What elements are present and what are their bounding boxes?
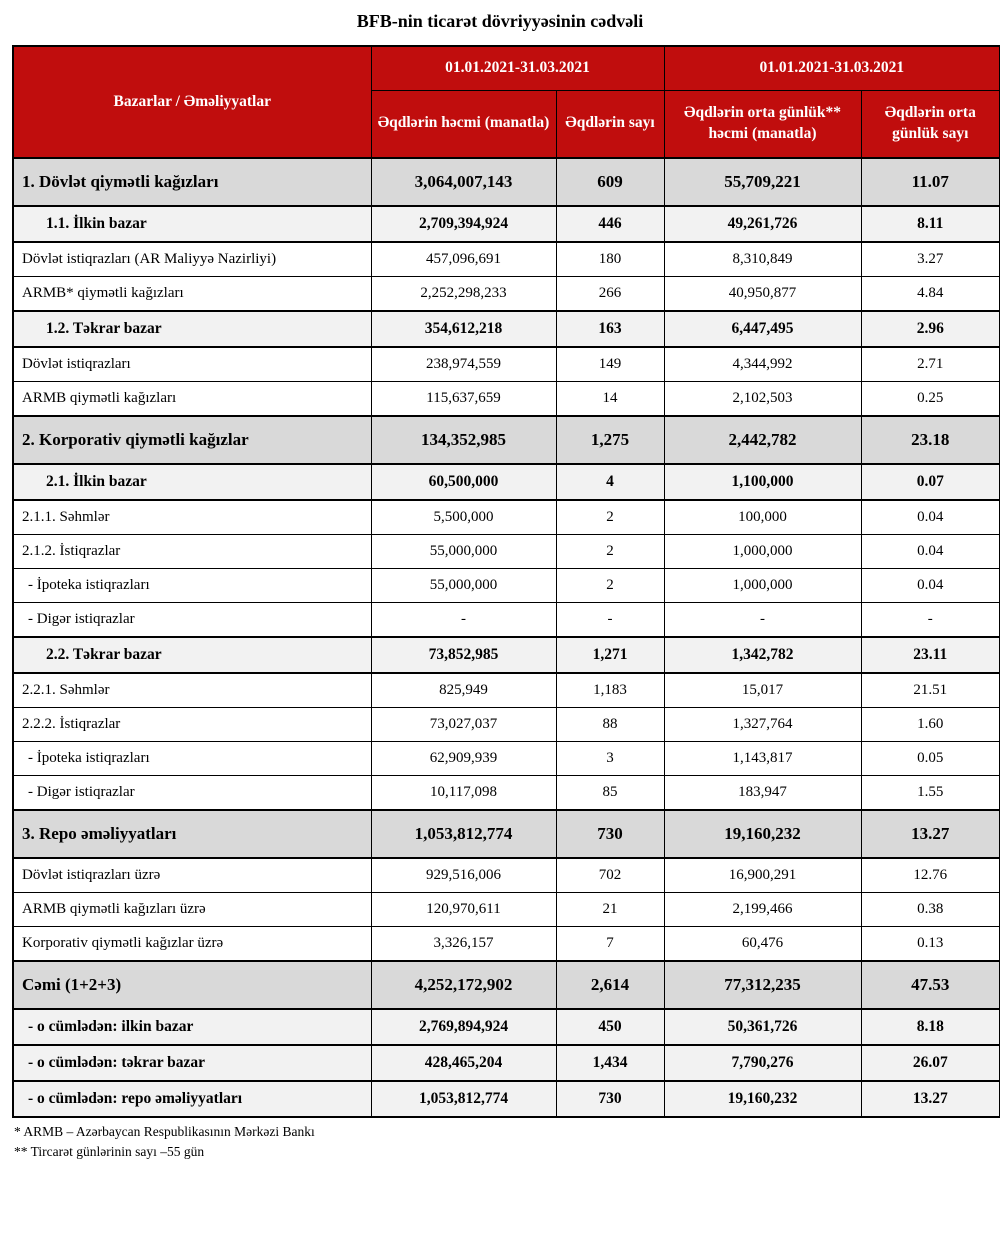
row-value-avg_count: - bbox=[861, 603, 1000, 638]
row-value-count: 21 bbox=[556, 893, 664, 927]
row-label: 3. Repo əməliyyatları bbox=[13, 810, 371, 858]
row-value-volume: - bbox=[371, 603, 556, 638]
row-label: - Digər istiqrazlar bbox=[13, 603, 371, 638]
row-value-avg_volume: 1,000,000 bbox=[664, 535, 861, 569]
row-value-avg_count: 1.55 bbox=[861, 776, 1000, 811]
row-value-avg_volume: 183,947 bbox=[664, 776, 861, 811]
row-value-avg_count: 0.05 bbox=[861, 742, 1000, 776]
table-row bbox=[13, 347, 1000, 382]
row-value-count: 730 bbox=[556, 810, 664, 858]
row-label: ARMB qiymətli kağızları bbox=[13, 382, 371, 417]
row-value-avg_count: 3.27 bbox=[861, 242, 1000, 277]
row-label: Korporativ qiymətli kağızlar üzrə bbox=[13, 927, 371, 962]
row-value-volume: 120,970,611 bbox=[371, 893, 556, 927]
row-value-avg_count: 23.11 bbox=[861, 637, 1000, 673]
row-value-volume: 5,500,000 bbox=[371, 500, 556, 535]
row-value-avg_volume: 15,017 bbox=[664, 673, 861, 708]
row-value-volume: 55,000,000 bbox=[371, 535, 556, 569]
row-value-count: 85 bbox=[556, 776, 664, 811]
row-value-avg_volume: 77,312,235 bbox=[664, 961, 861, 1009]
row-value-volume: 115,637,659 bbox=[371, 382, 556, 417]
row-value-avg_volume: 100,000 bbox=[664, 500, 861, 535]
table-row bbox=[13, 776, 1000, 811]
row-value-avg_volume: 50,361,726 bbox=[664, 1009, 861, 1045]
table-row bbox=[13, 382, 1000, 417]
row-value-volume: 2,769,894,924 bbox=[371, 1009, 556, 1045]
row-value-avg_count: 2.96 bbox=[861, 311, 1000, 347]
table-row bbox=[13, 277, 1000, 312]
table-body bbox=[13, 158, 1000, 1117]
row-value-avg_count: 0.04 bbox=[861, 535, 1000, 569]
row-label: 1.2. Təkrar bazar bbox=[13, 311, 371, 347]
row-value-avg_count: 4.84 bbox=[861, 277, 1000, 312]
table-row bbox=[13, 1045, 1000, 1081]
row-value-volume: 73,852,985 bbox=[371, 637, 556, 673]
row-label: - Digər istiqrazlar bbox=[13, 776, 371, 811]
row-label: 2.2. Təkrar bazar bbox=[13, 637, 371, 673]
table-row bbox=[13, 242, 1000, 277]
row-value-count: 1,183 bbox=[556, 673, 664, 708]
row-value-avg_count: 0.25 bbox=[861, 382, 1000, 417]
row-value-volume: 62,909,939 bbox=[371, 742, 556, 776]
row-value-count: 730 bbox=[556, 1081, 664, 1117]
row-value-avg_count: 2.71 bbox=[861, 347, 1000, 382]
row-value-avg_volume: 4,344,992 bbox=[664, 347, 861, 382]
row-value-avg_volume: 1,143,817 bbox=[664, 742, 861, 776]
row-label: - İpoteka istiqrazları bbox=[13, 569, 371, 603]
row-value-avg_volume: 19,160,232 bbox=[664, 1081, 861, 1117]
row-value-count: 163 bbox=[556, 311, 664, 347]
header-period-1: 01.01.2021-31.03.2021 bbox=[371, 46, 664, 90]
row-value-count: - bbox=[556, 603, 664, 638]
row-value-count: 1,275 bbox=[556, 416, 664, 464]
row-label: ARMB qiymətli kağızları üzrə bbox=[13, 893, 371, 927]
row-value-count: 7 bbox=[556, 927, 664, 962]
row-value-count: 149 bbox=[556, 347, 664, 382]
row-value-volume: 3,326,157 bbox=[371, 927, 556, 962]
row-value-count: 14 bbox=[556, 382, 664, 417]
row-value-volume: 929,516,006 bbox=[371, 858, 556, 893]
row-label: Cəmi (1+2+3) bbox=[13, 961, 371, 1009]
row-value-avg_count: 26.07 bbox=[861, 1045, 1000, 1081]
row-label: 1. Dövlət qiymətli kağızları bbox=[13, 158, 371, 206]
row-value-avg_volume: 55,709,221 bbox=[664, 158, 861, 206]
table-row bbox=[13, 311, 1000, 347]
table-row bbox=[13, 708, 1000, 742]
row-value-avg_volume: 7,790,276 bbox=[664, 1045, 861, 1081]
row-label: 2.1.2. İstiqrazlar bbox=[13, 535, 371, 569]
row-value-avg_count: 8.18 bbox=[861, 1009, 1000, 1045]
row-value-avg_count: 8.11 bbox=[861, 206, 1000, 242]
table-row bbox=[13, 858, 1000, 893]
table-row bbox=[13, 569, 1000, 603]
row-value-count: 2 bbox=[556, 500, 664, 535]
row-value-avg_volume: 6,447,495 bbox=[664, 311, 861, 347]
row-label: 2. Korporativ qiymətli kağızlar bbox=[13, 416, 371, 464]
table-row bbox=[13, 464, 1000, 500]
row-label: - o cümlədən: təkrar bazar bbox=[13, 1045, 371, 1081]
row-value-avg_volume: 40,950,877 bbox=[664, 277, 861, 312]
row-value-avg_count: 0.04 bbox=[861, 500, 1000, 535]
row-value-count: 4 bbox=[556, 464, 664, 500]
row-value-volume: 354,612,218 bbox=[371, 311, 556, 347]
table-row bbox=[13, 742, 1000, 776]
row-label: 1.1. İlkin bazar bbox=[13, 206, 371, 242]
header-avg-daily-volume: Əqdlərin orta günlük** həcmi (manatla) bbox=[664, 90, 861, 158]
row-value-avg_volume: 2,102,503 bbox=[664, 382, 861, 417]
row-label: - o cümlədən: ilkin bazar bbox=[13, 1009, 371, 1045]
row-value-avg_volume: - bbox=[664, 603, 861, 638]
row-value-count: 1,271 bbox=[556, 637, 664, 673]
row-value-volume: 428,465,204 bbox=[371, 1045, 556, 1081]
row-value-avg_count: 0.07 bbox=[861, 464, 1000, 500]
row-value-avg_volume: 16,900,291 bbox=[664, 858, 861, 893]
row-value-count: 3 bbox=[556, 742, 664, 776]
row-value-volume: 238,974,559 bbox=[371, 347, 556, 382]
row-value-avg_count: 13.27 bbox=[861, 810, 1000, 858]
header-markets-operations: Bazarlar / Əməliyyatlar bbox=[13, 46, 371, 158]
table-row bbox=[13, 603, 1000, 638]
row-label: Dövlət istiqrazları üzrə bbox=[13, 858, 371, 893]
row-value-avg_volume: 2,199,466 bbox=[664, 893, 861, 927]
row-value-count: 1,434 bbox=[556, 1045, 664, 1081]
row-value-avg_volume: 2,442,782 bbox=[664, 416, 861, 464]
row-value-avg_count: 12.76 bbox=[861, 858, 1000, 893]
row-value-avg_volume: 8,310,849 bbox=[664, 242, 861, 277]
row-value-count: 88 bbox=[556, 708, 664, 742]
trading-turnover-table bbox=[12, 45, 1000, 1118]
table-row bbox=[13, 500, 1000, 535]
table-row bbox=[13, 961, 1000, 1009]
table-row bbox=[13, 1081, 1000, 1117]
row-value-avg_volume: 1,100,000 bbox=[664, 464, 861, 500]
row-label: ARMB* qiymətli kağızları bbox=[13, 277, 371, 312]
header-avg-daily-count: Əqdlərin orta günlük sayı bbox=[861, 90, 1000, 158]
row-value-avg_volume: 1,000,000 bbox=[664, 569, 861, 603]
row-value-volume: 1,053,812,774 bbox=[371, 1081, 556, 1117]
table-row bbox=[13, 1009, 1000, 1045]
row-value-volume: 4,252,172,902 bbox=[371, 961, 556, 1009]
row-label: 2.1.1. Səhmlər bbox=[13, 500, 371, 535]
row-value-count: 450 bbox=[556, 1009, 664, 1045]
row-value-avg_count: 11.07 bbox=[861, 158, 1000, 206]
header-deals-count: Əqdlərin sayı bbox=[556, 90, 664, 158]
table-row bbox=[13, 206, 1000, 242]
row-value-avg_volume: 1,342,782 bbox=[664, 637, 861, 673]
row-label: Dövlət istiqrazları bbox=[13, 347, 371, 382]
row-label: 2.2.2. İstiqrazlar bbox=[13, 708, 371, 742]
header-deals-volume: Əqdlərin həcmi (manatla) bbox=[371, 90, 556, 158]
row-value-avg_count: 0.13 bbox=[861, 927, 1000, 962]
row-value-volume: 3,064,007,143 bbox=[371, 158, 556, 206]
footnote-armb: * ARMB – Azərbaycan Respublikasının Mərkəzi Bankı bbox=[14, 1124, 315, 1139]
row-value-avg_volume: 1,327,764 bbox=[664, 708, 861, 742]
row-value-count: 2,614 bbox=[556, 961, 664, 1009]
row-value-count: 702 bbox=[556, 858, 664, 893]
row-value-avg_volume: 49,261,726 bbox=[664, 206, 861, 242]
row-value-count: 446 bbox=[556, 206, 664, 242]
page-title: BFB-nin ticarət dövriyyəsinin cədvəli bbox=[356, 11, 644, 31]
row-value-avg_volume: 60,476 bbox=[664, 927, 861, 962]
row-value-count: 2 bbox=[556, 569, 664, 603]
row-value-volume: 55,000,000 bbox=[371, 569, 556, 603]
row-value-avg_volume: 19,160,232 bbox=[664, 810, 861, 858]
row-value-count: 266 bbox=[556, 277, 664, 312]
row-label: - o cümlədən: repo əməliyyatları bbox=[13, 1081, 371, 1117]
table-row bbox=[13, 637, 1000, 673]
row-value-volume: 10,117,098 bbox=[371, 776, 556, 811]
row-value-count: 180 bbox=[556, 242, 664, 277]
row-value-volume: 134,352,985 bbox=[371, 416, 556, 464]
row-label: Dövlət istiqrazları (AR Maliyyə Nazirliyi) bbox=[13, 242, 371, 277]
row-value-avg_count: 47.53 bbox=[861, 961, 1000, 1009]
row-value-volume: 457,096,691 bbox=[371, 242, 556, 277]
row-label: - İpoteka istiqrazları bbox=[13, 742, 371, 776]
row-value-volume: 73,027,037 bbox=[371, 708, 556, 742]
table-row bbox=[13, 810, 1000, 858]
row-value-avg_count: 1.60 bbox=[861, 708, 1000, 742]
footnote-trading-days: ** Tircarət günlərinin sayı –55 gün bbox=[14, 1144, 205, 1160]
row-value-avg_count: 23.18 bbox=[861, 416, 1000, 464]
row-value-volume: 825,949 bbox=[371, 673, 556, 708]
table-row bbox=[13, 416, 1000, 464]
table-row bbox=[13, 673, 1000, 708]
table-header bbox=[13, 46, 1000, 158]
table-row bbox=[13, 927, 1000, 962]
row-value-volume: 1,053,812,774 bbox=[371, 810, 556, 858]
row-value-volume: 2,252,298,233 bbox=[371, 277, 556, 312]
row-value-volume: 60,500,000 bbox=[371, 464, 556, 500]
row-value-avg_count: 21.51 bbox=[861, 673, 1000, 708]
row-value-avg_count: 0.04 bbox=[861, 569, 1000, 603]
header-period-2: 01.01.2021-31.03.2021 bbox=[664, 46, 1000, 90]
table-row bbox=[13, 535, 1000, 569]
table-row bbox=[13, 893, 1000, 927]
row-value-avg_count: 0.38 bbox=[861, 893, 1000, 927]
row-label: 2.2.1. Səhmlər bbox=[13, 673, 371, 708]
table-row bbox=[13, 158, 1000, 206]
footnotes bbox=[14, 1122, 1000, 1163]
row-value-count: 2 bbox=[556, 535, 664, 569]
row-value-volume: 2,709,394,924 bbox=[371, 206, 556, 242]
row-label: 2.1. İlkin bazar bbox=[13, 464, 371, 500]
row-value-count: 609 bbox=[556, 158, 664, 206]
row-value-avg_count: 13.27 bbox=[861, 1081, 1000, 1117]
